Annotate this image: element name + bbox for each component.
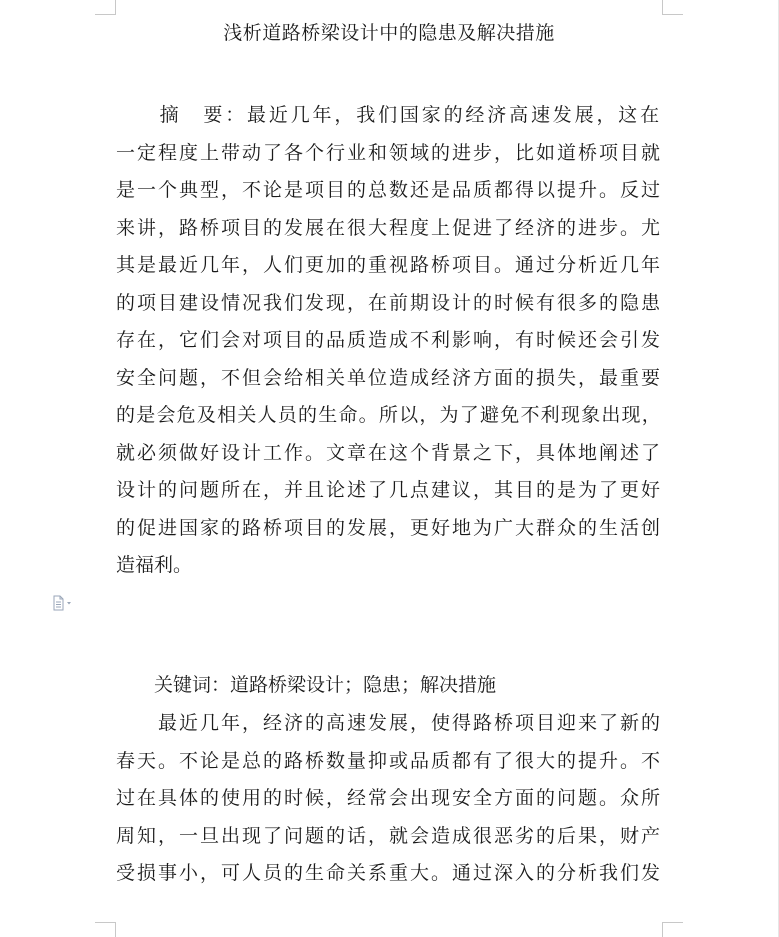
keywords-line[interactable]: 关键词：道路桥梁设计；隐患；解决措施 (116, 674, 497, 696)
text-line: 过在具体的使用的时候，经常会出现安全方面的问题。众所 (116, 787, 662, 809)
text-line: 春天。不论是总的路桥数量抑或品质都有了很大的提升。不 (116, 749, 662, 772)
text-line: 的促进国家的路桥项目的发展，更好地为广大群众的生活创 (116, 516, 662, 539)
text-line: 的是会危及相关人员的生命。所以，为了避免不利现象出现， (116, 404, 662, 426)
text-line: 是一个典型，不论是项目的总数还是品质都得以提升。反过 (116, 179, 662, 201)
document-title: 浅析道路桥梁设计中的隐患及解决措施 (223, 22, 555, 44)
text-line: 摘 要：最近几年，我们国家的经济高速发展，这在 (116, 104, 662, 126)
text-line: 一定程度上带动了各个行业和领域的进步，比如道桥项目就 (116, 141, 662, 164)
text-line: 就必须做好设计工作。文章在这个背景之下，具体地阐述了 (116, 441, 662, 464)
text-line: 造福利。 (116, 554, 193, 576)
text-line: 安全问题，不但会给相关单位造成经济方面的损失，最重要 (116, 366, 662, 389)
crop-mark-bottom-right (662, 922, 683, 923)
crop-mark-top-right (662, 14, 683, 15)
text-line: 其是最近几年，人们更加的重视路桥项目。通过分析近几年 (116, 254, 662, 276)
text-line: 受损事小，可人员的生命关系重大。通过深入的分析我们发 (116, 862, 662, 884)
crop-mark-top-left (115, 0, 116, 14)
text-line: 来讲，路桥项目的发展在很大程度上促进了经济的进步。尤 (116, 216, 662, 239)
text-line: 存在，它们会对项目的品质造成不利影响，有时候还会引发 (116, 329, 662, 351)
body-paragraph[interactable] (116, 705, 662, 893)
abstract-paragraph[interactable] (116, 97, 662, 585)
text-line: 的项目建设情况我们发现，在前期设计的时候有很多的隐患 (116, 291, 662, 314)
crop-mark-bottom-left (115, 923, 116, 937)
text-line: 周知，一旦出现了问题的话，就会造成很恶劣的后果，财产 (116, 824, 662, 847)
document-dropdown-icon[interactable] (50, 594, 76, 612)
crop-mark-bottom-left (95, 922, 116, 923)
crop-mark-top-right (662, 0, 663, 14)
text-line: 最近几年，经济的高速发展，使得路桥项目迎来了新的 (116, 712, 662, 734)
crop-mark-top-left (95, 14, 116, 15)
text-line: 设计的问题所在，并且论述了几点建议，其目的是为了更好 (116, 479, 662, 501)
crop-mark-bottom-right (662, 923, 663, 937)
